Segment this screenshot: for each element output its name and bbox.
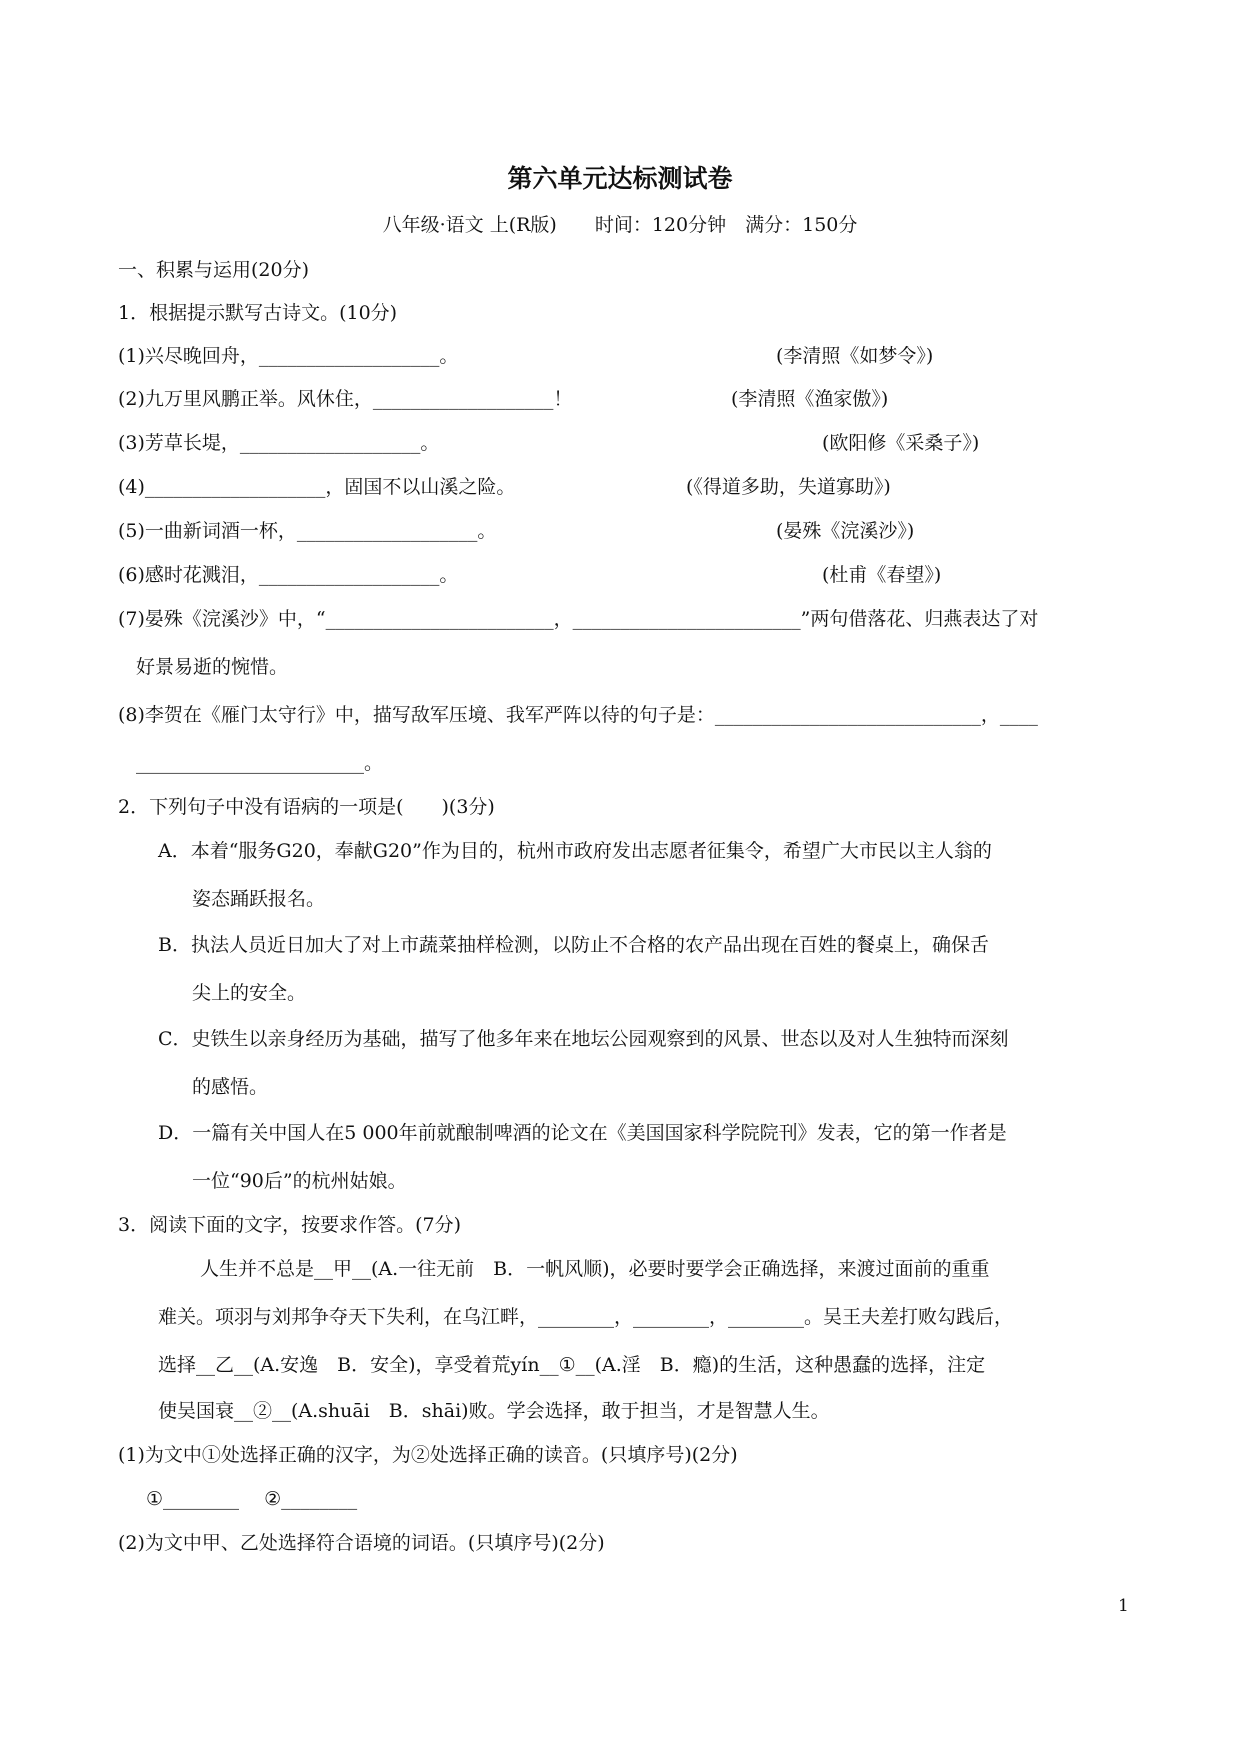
poem-source-6: (杜甫《春望》): [822, 564, 942, 586]
option-d: D．一篇有关中国人在5 000年前就酿制啤酒的论文在《美国国家科学院院刊》发表，它的第一作者是: [158, 1122, 1007, 1144]
poem-item-5: (5)一曲新词酒一杯，___________________。: [118, 520, 497, 542]
sub-question-2: (2)为文中甲、乙处选择符合语境的词语。(只填序号)(2分): [118, 1532, 605, 1554]
option-b: B．执法人员近日加大了对上市蔬菜抽样检测，以防止不合格的农产品出现在百姓的餐桌上，确保舌: [158, 934, 989, 956]
section-heading: 一、积累与运用(20分): [118, 259, 310, 281]
poem-item-8: (8)李贺在《雁门太守行》中，描写敌军压境、我军严阵以待的句子是：____________________________，____: [118, 704, 1038, 726]
question-3-stem: 3．阅读下面的文字，按要求作答。(7分): [118, 1214, 462, 1236]
passage-line-3: 选择__乙__(A.安逸 B．安全)，享受着荒yín__①__(A.淫 B．瘾)的生活，这种愚蠢的选择，注定: [158, 1354, 986, 1376]
poem-item-3: (3)芳草长堤，___________________。: [118, 432, 440, 454]
page-number: 1: [1118, 1596, 1129, 1616]
page-title: 第六单元达标测试卷: [507, 164, 733, 193]
sub-question-1: (1)为文中①处选择正确的汉字，为②处选择正确的读音。(只填序号)(2分): [118, 1444, 738, 1466]
option-a: A．本着“服务G20，奉献G20”作为目的，杭州市政府发出志愿者征集令，希望广大市民以主人翁的: [158, 840, 992, 862]
poem-item-7-cont: 好景易逝的惋惜。: [136, 656, 289, 678]
passage-line-4: 使吴国衰__②__(A.shuāi B．shāi)败。学会选择，敢于担当，才是智慧人生。: [158, 1400, 830, 1422]
passage-line-1: 人生并不总是__甲__(A.一往无前 B．一帆风顺)，必要时要学会正确选择，来渡过面前的重重: [200, 1258, 990, 1280]
option-a-cont: 姿态踊跃报名。: [192, 888, 326, 910]
poem-source-3: (欧阳修《采桑子》): [822, 432, 980, 454]
poem-source-2: (李清照《渔家傲》): [731, 388, 889, 410]
passage-line-2: 难关。项羽与刘邦争夺天下失利，在乌江畔，________，________，________。吴王夫差打败勾践后，: [158, 1306, 1014, 1328]
poem-source-1: (李清照《如梦令》): [776, 345, 934, 367]
question-2-stem: 2．下列句子中没有语病的一项是( )(3分): [118, 796, 495, 818]
option-b-cont: 尖上的安全。: [192, 982, 307, 1004]
poem-source-4: (《得道多助，失道寡助》): [686, 476, 891, 498]
poem-source-5: (晏殊《浣溪沙》): [776, 520, 915, 542]
poem-item-4: (4)___________________，固国不以山溪之险。: [118, 476, 516, 498]
poem-item-6: (6)感时花溅泪，___________________。: [118, 564, 459, 586]
option-d-cont: 一位“90后”的杭州姑娘。: [192, 1170, 407, 1192]
sub-question-1-blanks: ①________ ②________: [146, 1488, 358, 1510]
poem-item-8-cont: ________________________。: [136, 752, 384, 774]
poem-item-1: (1)兴尽晚回舟，___________________。: [118, 345, 459, 367]
poem-item-2: (2)九万里风鹏正举。风休住，___________________！: [118, 388, 573, 410]
option-c: C．史铁生以亲身经历为基础，描写了他多年来在地坛公园观察到的风景、世态以及对人生独特而深刻: [158, 1028, 1009, 1050]
question-1-stem: 1．根据提示默写古诗文。(10分): [118, 302, 398, 324]
exam-info: 八年级·语文 上(R版) 时间：120分钟 满分：150分: [382, 214, 858, 236]
poem-item-7: (7)晏殊《浣溪沙》中，“________________________，________________________”两句借落花、归燕表达了对: [118, 608, 1039, 630]
option-c-cont: 的感悟。: [192, 1076, 269, 1098]
